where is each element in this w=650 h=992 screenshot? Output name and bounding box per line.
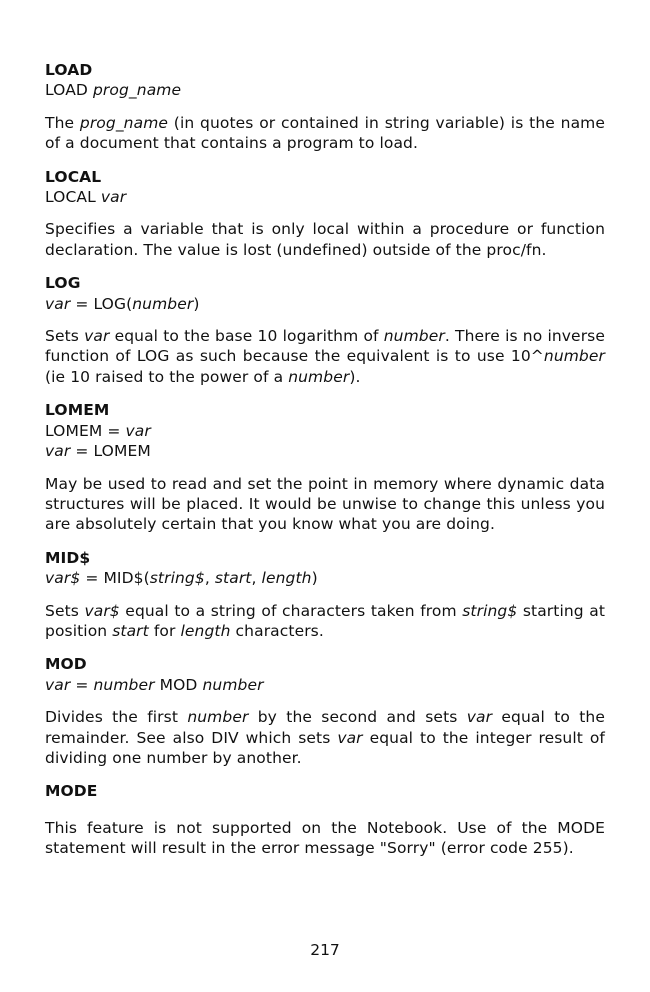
entry-mid (45, 548, 605, 642)
keyword-heading: LOAD (45, 61, 93, 79)
syntax-line: var = LOG(number) (45, 294, 200, 313)
entry-local (45, 167, 605, 261)
syntax-line: var$ = MID$(string$, start, length) (45, 569, 318, 588)
syntax-line: var = LOMEM (45, 442, 151, 461)
description: Sets var equal to the base 10 logarithm of number. There is no inverse function of LOG as such because the equivalent is to use 10^number (ie 10 raised to the power of a number). (45, 327, 605, 386)
keyword-heading: MOD (45, 655, 87, 674)
entry-mode (45, 781, 605, 858)
description: This feature is not supported on the Notebook. Use of the MODE statement will result in the error message "Sorry" (error code 255). (45, 818, 605, 858)
description: May be used to read and set the point in memory where dynamic data structures will be placed. It would be unwise to change this unless you are absolutely certain that you know what you are doing. (45, 474, 605, 534)
keyword-heading: LOMEM (45, 401, 110, 420)
syntax-line: LOCAL var (45, 188, 127, 207)
description: Specifies a variable that is only local within a procedure or function declaration. The value is lost (undefined) outside of the proc/fn. (45, 220, 605, 259)
keyword-heading: MID$ (45, 548, 91, 567)
description: Divides the first number by the second and sets var equal to the remainder. See also DIV which sets var equal to the integer result of dividing one number by another. (45, 708, 605, 767)
description: Sets var$ equal to a string of characters taken from string$ starting at position start for length characters. (45, 601, 606, 640)
syntax-line: LOAD prog_name (45, 81, 182, 100)
keyword-heading: LOG (45, 274, 81, 293)
description: The prog_name (in quotes or contained in string variable) is the name of a document that contains a program to load. (45, 113, 605, 153)
syntax-line: var = number MOD number (45, 675, 264, 694)
entry-mod (45, 654, 605, 768)
manual-page (45, 60, 605, 859)
entry-log (45, 273, 605, 387)
entry-load (45, 60, 605, 154)
keyword-heading: LOCAL (45, 167, 102, 186)
page-number: 217 (310, 941, 340, 959)
keyword-heading: MODE (45, 782, 98, 801)
syntax-line: LOMEM = var (45, 421, 151, 440)
entry-lomem (45, 400, 605, 534)
